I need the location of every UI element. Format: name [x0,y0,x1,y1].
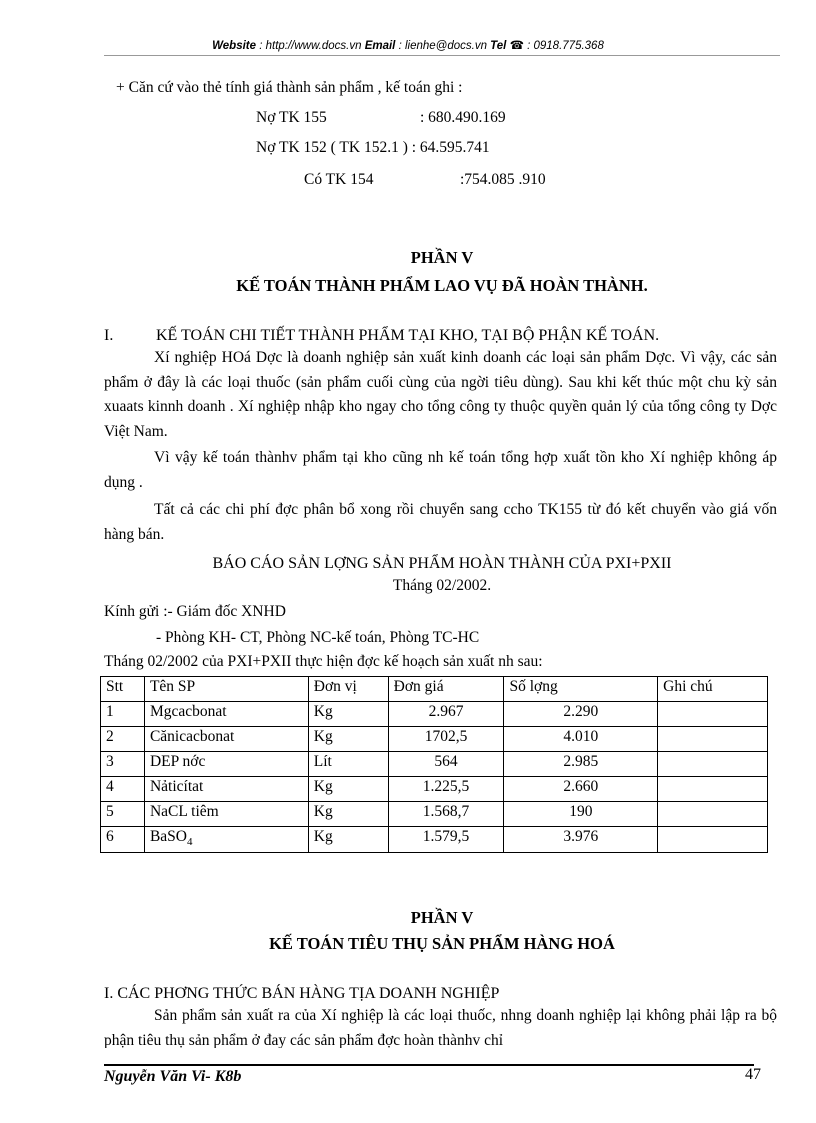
cell-price: 1702,5 [388,727,504,752]
report-title: BÁO CÁO SẢN LỢNG SẢN PHẨM HOÀN THÀNH CỦA PXI+PXII [212,555,672,572]
cell-name: BaSO$_4$ [144,827,308,853]
cell-unit: Lít [308,752,388,777]
cell-qty: 2.660 [504,777,658,802]
cell-unit: Kg [308,702,388,727]
cell-note [658,777,768,802]
tel-label: Tel [490,40,507,52]
table-row [101,777,768,802]
section2-part: PHẦN V [410,908,474,927]
phone-icon: ☎ [509,40,524,52]
production-table [100,676,768,853]
cell-stt: 4 [101,777,145,802]
section1-sub-num: I. [104,327,114,344]
cell-qty: 4.010 [504,727,658,752]
entry-line1-value: : 680.490.169 [420,109,506,126]
cell-price: 2.967 [388,702,504,727]
cell-name: Cănicacbonat [144,727,308,752]
cell-note [658,827,768,853]
cell-qty: 190 [504,802,658,827]
column-header: Stt [101,677,145,702]
section2-title: KẾ TOÁN TIÊU THỤ SẢN PHẨM HÀNG HOÁ [269,934,615,953]
cell-note [658,727,768,752]
footer-rule [104,1064,754,1066]
page-number: 47 [745,1066,761,1083]
cell-stt: 6 [101,827,145,853]
column-header: Số lợng [504,677,658,702]
section1-sub-title: KẾ TOÁN CHI TIẾT THÀNH PHẨM TẠI KHO, TẠI BỘ PHẬN KẾ TOÁN. [156,327,660,344]
table-row [101,802,768,827]
cell-unit: Kg [308,827,388,853]
cell-unit: Kg [308,777,388,802]
cell-name: DEP nớc [144,752,308,777]
section1-title: KẾ TOÁN THÀNH PHẨM LAO VỤ ĐÃ HOÀN THÀNH. [236,276,648,295]
cell-note [658,702,768,727]
cell-name: NaCL tiêm [144,802,308,827]
report-greeting: Kính gửi :- Giám đốc XNHD [104,603,286,620]
column-header: Đơn giá [388,677,504,702]
cell-name: Mgcacbonat [144,702,308,727]
section1-paragraph-2: Vì vậy kế toán thànhv phẩm tại kho cũng nh kế toán tổng hợp xuất tồn kho Xí nghiệp không áp dụng . [104,449,777,491]
website-label: Website [212,40,257,52]
entry-line3-value: :754.085 .910 [460,171,546,188]
entry-line3-label: Có TK 154 [304,171,374,188]
section1-paragraph-1: Xí nghiệp HOá Dợc là doanh nghiệp sản xuất kinh doanh các loại sản phẩm Dợc. Vì vậy, các sản phẩm ở đây là các loại thuốc (sản phẩm cuối cùng của ngời tiêu dùng). Sau khi kết thúc một chu kỳ sản xuaats kinnh doanh . Xí nghiệp nhập kho ngay cho tổng công ty thuộc quyền quản lý của tổng công ty Dợc Việt Nam. [104,349,777,440]
table-header-row [101,677,768,702]
cell-note [658,802,768,827]
cell-price: 1.225,5 [388,777,504,802]
entry-line1-label: Nợ TK 155 [256,109,327,126]
cell-stt: 3 [101,752,145,777]
table-row [101,702,768,727]
table-row [101,752,768,777]
section2-paragraph-1: Sản phẩm sản xuất ra của Xí nghiệp là các loại thuốc, nhng doanh nghiệp lại không phải lập ra bộ phận tiêu thụ sản phẩm ở đay các sản phẩm đợc hoàn thànhv chỉ [104,1007,777,1048]
cell-name: Nảticítat [144,777,308,802]
column-header: Ghi chú [658,677,768,702]
entry-line2: Nợ TK 152 ( TK 152.1 ) : 64.595.741 [256,139,490,156]
column-header: Đơn vị [308,677,388,702]
cell-note [658,752,768,777]
cell-stt: 1 [101,702,145,727]
entry-intro: + Căn cứ vào thẻ tính giá thành sản phẩm , kế toán ghi : [116,79,463,96]
header-rule [104,55,780,56]
website-value: : http://www.docs.vn [259,40,362,52]
cell-price: 564 [388,752,504,777]
email-value: : lienhe@docs.vn [398,40,487,52]
page-header [0,38,816,52]
section1-paragraph-3: Tất cả các chi phí đợc phân bổ xong rồi chuyển sang ccho TK155 từ đó kết chuyển vào giá vốn hàng bán. [104,501,777,543]
cell-price: 1.579,5 [388,827,504,853]
cell-stt: 2 [101,727,145,752]
table-row [101,827,768,853]
section1-part: PHẦN V [410,248,474,267]
report-month: Tháng 02/2002. [392,577,492,594]
tel-value: : 0918.775.368 [527,40,604,52]
footer-author: Nguyễn Văn Vi- K8b [104,1068,242,1085]
report-intro: Tháng 02/2002 của PXI+PXII thực hiện đợc kế hoạch sản xuất nh sau: [104,653,543,670]
email-label: Email [364,40,396,52]
table-row [101,727,768,752]
cell-unit: Kg [308,802,388,827]
cell-price: 1.568,7 [388,802,504,827]
section2-sub-title: I. CÁC PHƠNG THỨC BÁN HÀNG TỊA DOANH NGHIỆP [104,985,500,1002]
cell-unit: Kg [308,727,388,752]
cell-qty: 3.976 [504,827,658,853]
cell-qty: 2.985 [504,752,658,777]
cell-qty: 2.290 [504,702,658,727]
column-header: Tên SP [144,677,308,702]
report-recipients: - Phòng KH- CT, Phòng NC-kế toán, Phòng TC-HC [156,629,480,646]
cell-stt: 5 [101,802,145,827]
